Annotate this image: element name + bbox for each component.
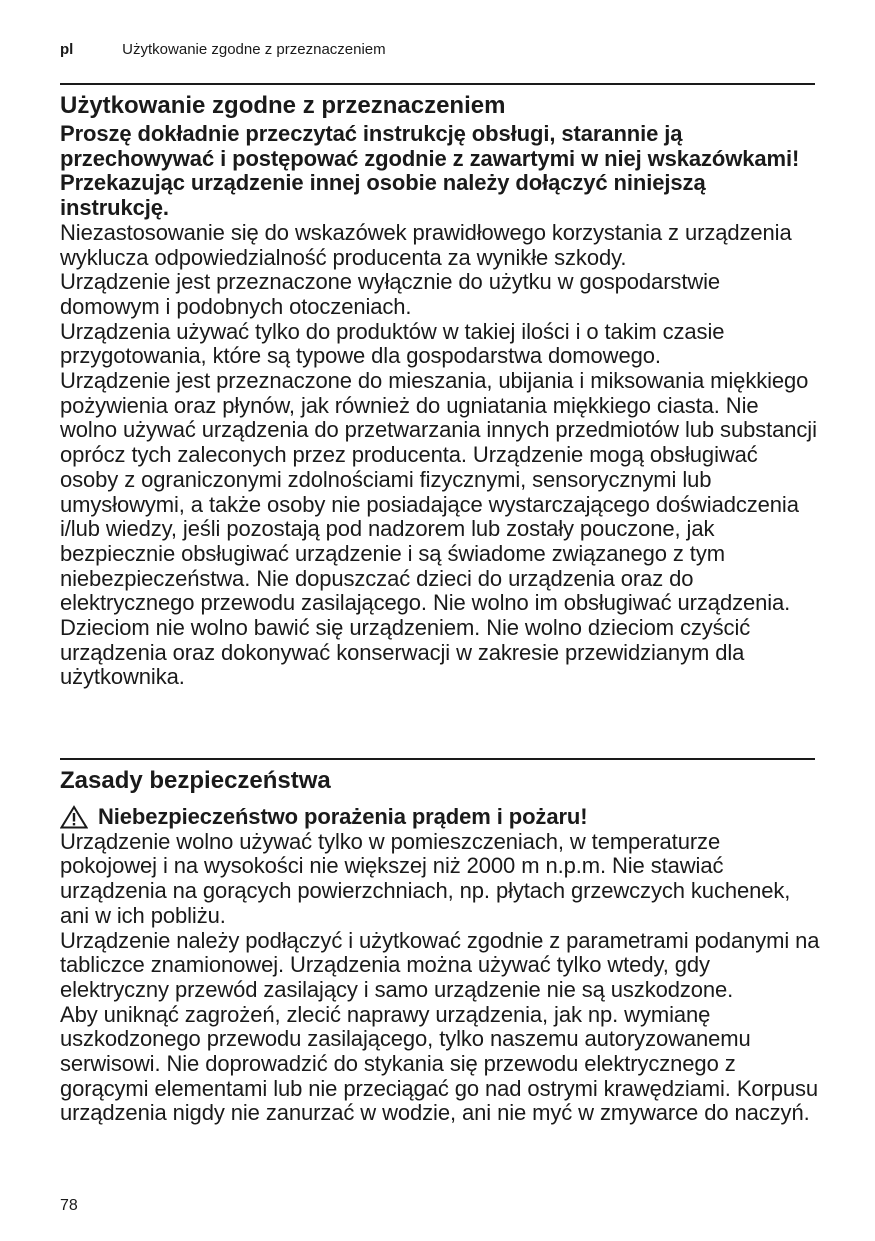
section-divider	[60, 758, 815, 760]
section-divider	[60, 83, 815, 85]
language-code: pl	[60, 41, 74, 58]
section-safety-rules	[60, 767, 820, 1126]
page-number: 78	[60, 1197, 78, 1214]
paragraph: Aby uniknąć zagrożeń, zlecić naprawy urządzenia, jak np. wymianę uszkodzonego przewodu zasilającego, tylko naszemu autoryzowanemu serwisowi. Nie doprowadzić do stykania się przewodu elektrycznego z gorącymi elementami lub nie przeciągać go nad ostrymi krawędziami. Korpusu urządzenia nigdy nie zanurzać w wodzie, ani nie myć w zmywarce do naczyń.	[60, 1001, 819, 1126]
warning-triangle-icon	[60, 805, 88, 829]
paragraph: Urządzenie jest przeznaczone wyłącznie do użytku w gospodarstwie domowym i podobnych otoczeniach.	[60, 269, 721, 319]
paragraph: Urządzenie należy podłączyć i użytkować zgodnie z parametrami podanymi na tabliczce znamionowej. Urządzenia można używać tylko wtedy, gdy elektryczny przewód zasilający i samo urządzenie nie są uszkodzone.	[60, 927, 820, 1002]
section-heading: Użytkowanie zgodne z przeznaczeniem	[60, 92, 506, 119]
intro-bold-paragraph: Proszę dokładnie przeczytać instrukcję obsługi, starannie ją przechowywać i postępować zgodnie z zawartymi w niej wskazówkami! Przekazując urządzenie innej osobie należy dołączyć niniejszą instrukcję.	[60, 121, 800, 221]
paragraph: Niezastosowanie się do wskazówek prawidłowego korzystania z urządzenia wyklucza odpowiedzialność producenta za wynikłe szkody.	[60, 219, 792, 270]
running-header	[60, 40, 386, 60]
warning-title	[60, 805, 820, 830]
warning-title-text: Niebezpieczeństwo porażenia prądem i pożaru!	[98, 804, 588, 829]
running-header-title: Użytkowanie zgodne z przeznaczeniem	[122, 41, 386, 58]
section-heading: Zasady bezpieczeństwa	[60, 767, 331, 794]
paragraph: Urządzenie wolno używać tylko w pomieszczeniach, w temperaturze pokojowej i na wysokości nie większej niż 2000 m n.p.m. Nie stawiać urządzenia na gorących powierzchniach, np. płytach grzewczych kuchenek, ani w ich pobliżu.	[60, 828, 791, 928]
section-intended-use	[60, 92, 820, 690]
paragraph: Urządzenie jest przeznaczone do mieszania, ubijania i miksowania miękkiego pożywienia oraz płynów, jak również do ugniatania miękkiego ciasta. Nie wolno używać urządzenia do przetwarzania innych przedmiotów lub substancji oprócz tych zaleconych przez producenta. Urządzenie mogą obsługiwać osoby z ograniczonymi zdolnościami fizycznymi, sensorycznymi lub umysłowymi, a także osoby nie posiadające wystarczającego doświadczenia i/lub wiedzy, jeśli pozostają pod nadzorem lub zostały pouczone, jak bezpiecznie obsługiwać urządzenie i są świadome związanego z tym niebezpieczeństwa. Nie dopuszczać dzieci do urządzenia oraz do elektrycznego przewodu zasilającego. Nie wolno im obsługiwać urządzenia. Dzieciom nie wolno bawić się urządzeniem. Nie wolno dzieciom czyścić urządzenia oraz dokonywać konserwacji w zakresie przewidzianym dla użytkownika.	[60, 368, 817, 690]
paragraph: Urządzenia używać tylko do produktów w takiej ilości i o takim czasie przygotowania, które są typowe dla gospodarstwa domowego.	[60, 318, 725, 369]
